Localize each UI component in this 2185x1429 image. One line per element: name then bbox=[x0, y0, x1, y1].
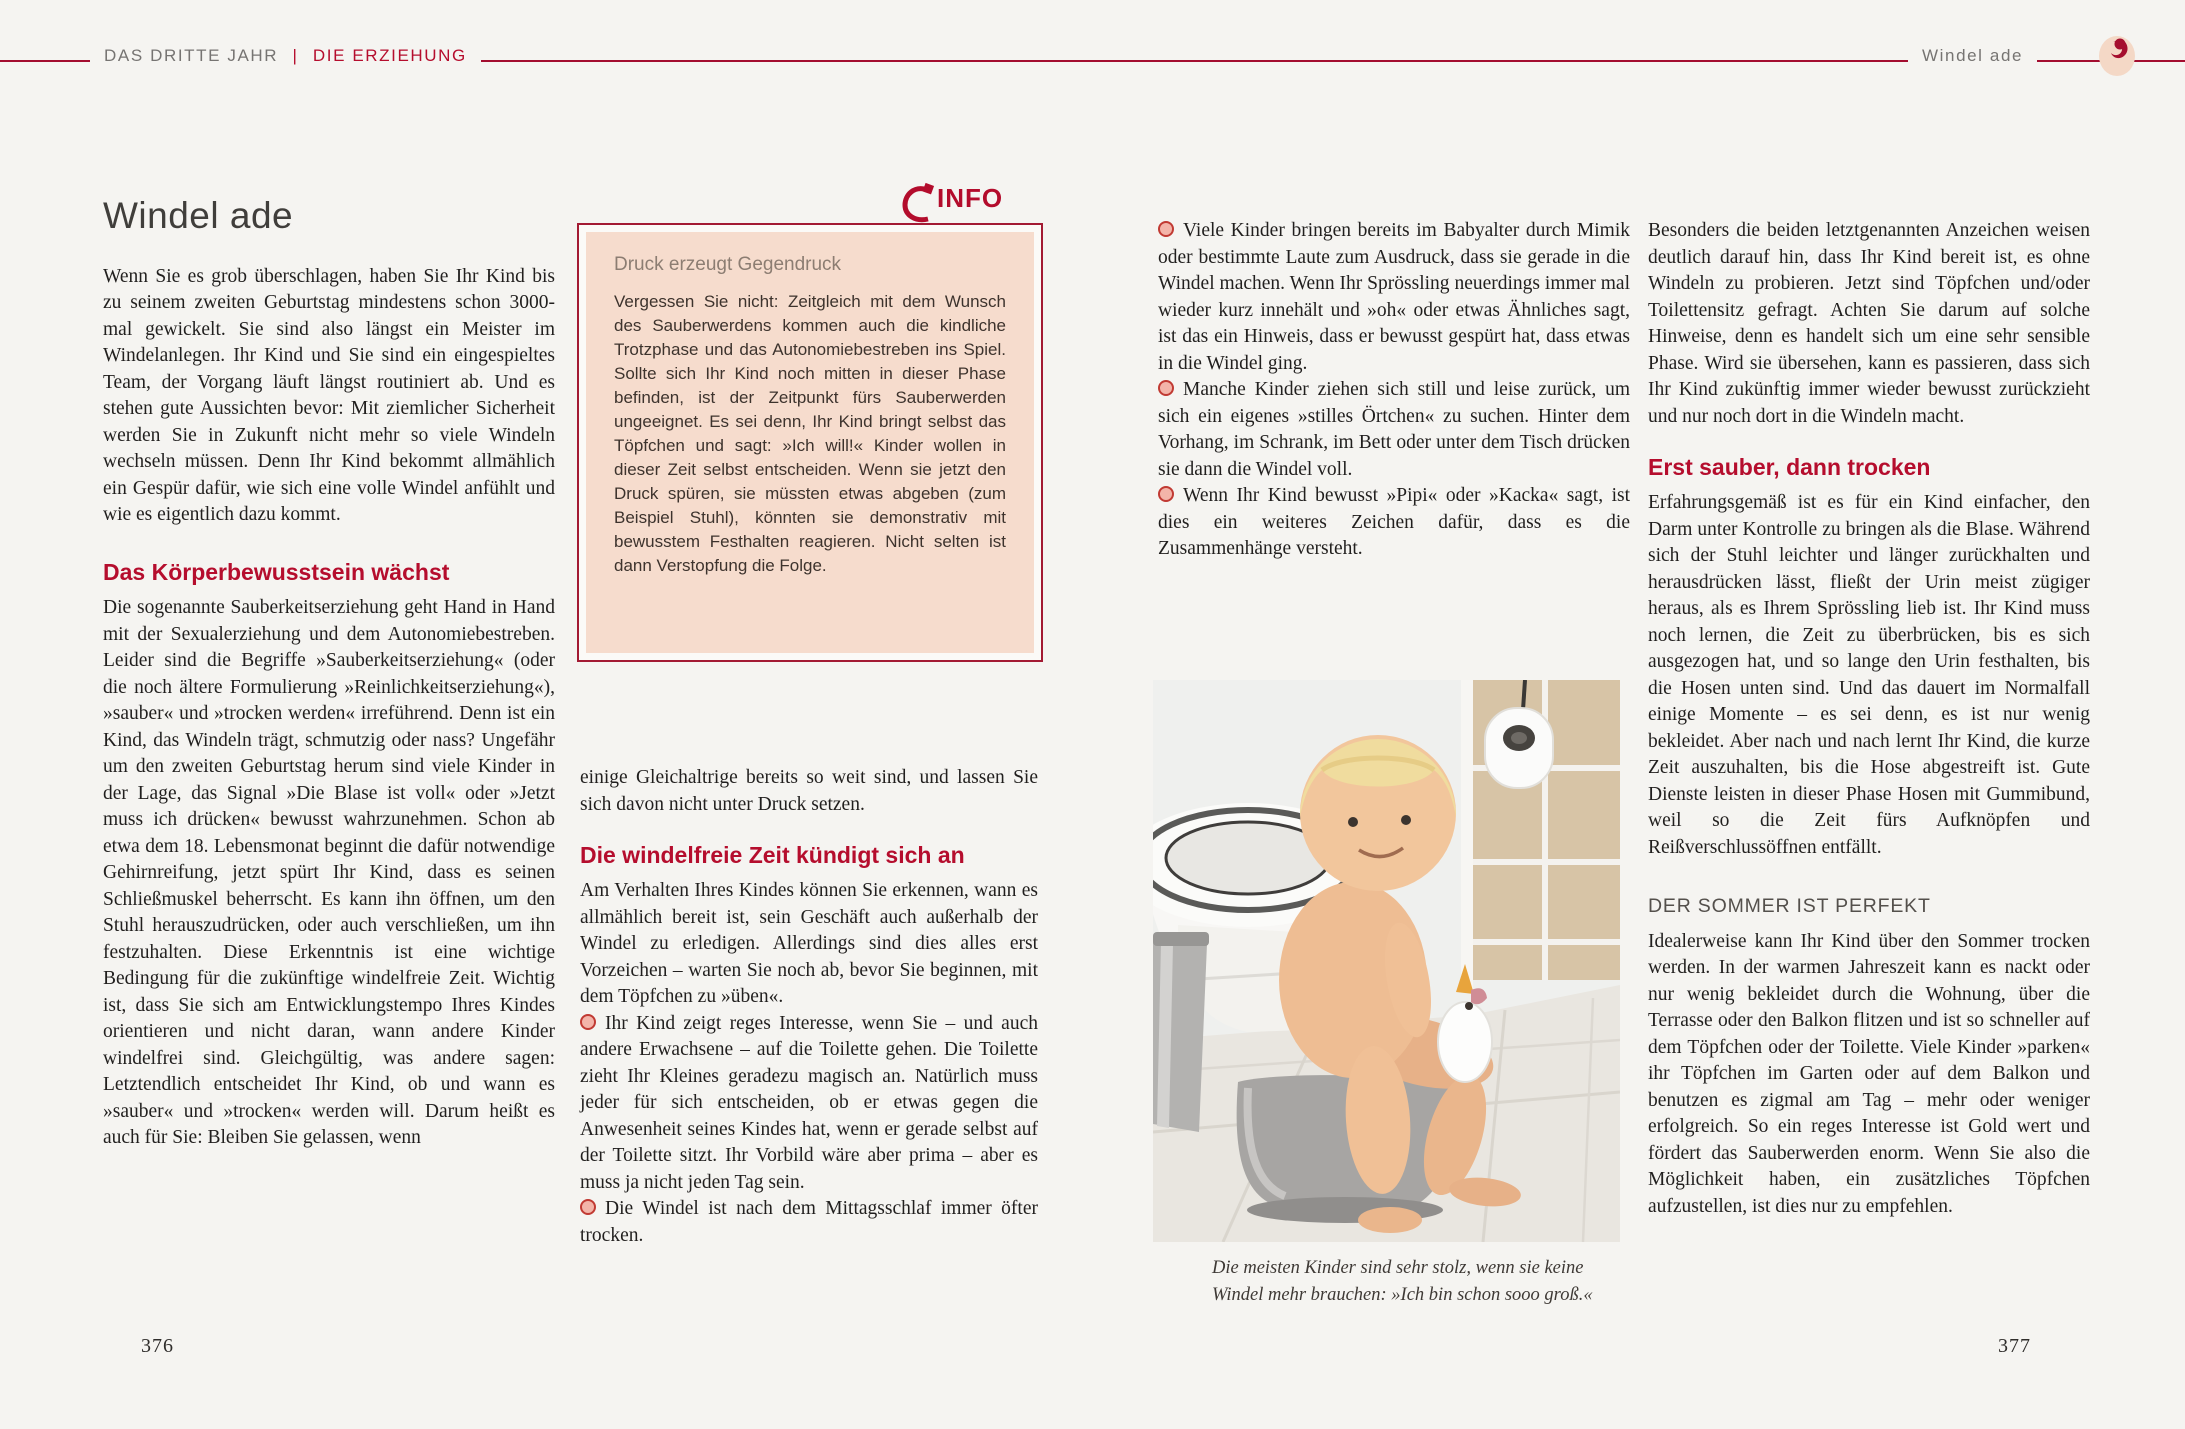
info-box-body: Vergessen Sie nicht: Zeitgleich mit dem Wunsch des Sauberwerdens kommen auch die kindliche Trotzphase und das Autonomiebestreben ins Spiel. Sollte sich Ihr Kind noch mitten in dieser Phase befinden, ist der Zeitpunkt fürs Sauberwerden ungeeignet. Es sei denn, Ihr Kind bringt selbst das Töpfchen und sagt: »Ich will!« Kinder wollen in dieser Zeit selbst entscheiden. Wenn sie jetzt den Druck spüren, sie müssten etwas abgeben (zum Beispiel Stuhl), könnten sie demonstrativ mit bewusstem Festhalten reagieren. Nicht selten ist dann Verstopfung die Folge. bbox=[614, 292, 1006, 575]
list-item-text: Ihr Kind zeigt reges Interesse, wenn Sie – und auch andere Erwachsene – auf die Toilette gehen. Die Toilette zieht Ihr Kleines geradezu magisch an. Natürlich muss jeder für sich entscheiden, ob er etwas gegen die Anwesenheit seines Kindes hat, wenn er gerade selbst auf der Toilette sitzt. Ihr Vorbild wäre aber prima – aber es muss ja nicht jeden Tag sein. bbox=[580, 1012, 1038, 1193]
column-2 bbox=[580, 765, 1038, 1249]
bullet-icon bbox=[580, 1014, 596, 1030]
section-sommer-body: Idealerweise kann Ihr Kind über den Sommer trocken werden. In der warmen Jahreszeit kann es nackt oder nur wenig bekleidet durch die Wohnung, über die Terrasse oder den Balkon flitzen und ist so schneller auf dem Töpfchen oder der Toilette. Viele Kinder »parken« ihr Töpfchen im Garten oder auf dem Balkon und benutzen es zigmal am Tag – mehr oder weniger erfolgreich. So ein reges Interesse ist Gold wert und fördert das Sauberwerden enorm. Wenn Sie also die Möglichkeit haben, ein zusätzliches Töpfchen aufzustellen, ist dies nur zu empfehlen. bbox=[1648, 930, 2090, 1217]
column-4 bbox=[1648, 218, 2090, 1220]
running-head: Windel ade bbox=[1908, 46, 2037, 66]
info-icon bbox=[901, 182, 935, 229]
info-box-title: Druck erzeugt Gegendruck bbox=[614, 254, 842, 275]
continuation-paragraph: einige Gleichaltrige bereits so weit sind, und lassen Sie sich davon nicht unter Druck setzen. bbox=[580, 767, 1038, 815]
info-label-text: INFO bbox=[937, 183, 1004, 213]
intro-paragraph: Wenn Sie es grob überschlagen, haben Sie Ihr Kind bis zu seinem zweiten Geburtstag mindestens schon 3000-mal gewickelt. Sie sind also längst ein Meister im Windelanlegen. Ihr Kind und Sie sind ein eingespieltes Team, der Vorgang läuft längst routiniert ab. Und es stehen gute Aussichten bevor: Mit ziemlicher Sicherheit werden Sie in Zukunft nicht mehr so viele Windeln wechseln müssen. Denn Ihr Kind bekommt allmählich ein Gespür dafür, wie sich eine volle Windel anfühlt und wie es eigentlich dazu kommt. bbox=[103, 265, 555, 526]
section-sauber-body: Erfahrungsgemäß ist es für ein Kind einfacher, den Darm unter Kontrolle zu bringen als die Blase. Während sich der Stuhl leichter und länger zurückhalten und herausdrücken lässt, fließt der Urin meist zügiger heraus, als es Ihrem Sprössling lieb ist. Ihr Kind muss noch lernen, die Zeit zu überbrücken, bis es sich ausgezogen hat, und so lange den Urin festhalten, bis die Hosen unten sind. Und das dauert im Normalfall einige Momente – es sei denn, es ist nur wenig bekleidet. Aber nach und nach lernt Ihr Kind, die kurze Zeit auszuhalten, bis die Hose abgestreift ist. Gute Dienste leisten in dieser Phase Hosen mit Gummibund, weil so die Zeit fürs Aufknöpfen und Reißverschlussöffnen entfällt. bbox=[1648, 492, 2090, 858]
list-item bbox=[1158, 377, 1630, 483]
column-1 bbox=[103, 196, 555, 1152]
info-box bbox=[577, 223, 1043, 662]
article-title: Windel ade bbox=[103, 195, 294, 236]
info-box-inner bbox=[586, 232, 1034, 653]
column-3 bbox=[1158, 218, 1630, 563]
section-windelfrei-body: Am Verhalten Ihres Kindes können Sie erkennen, wann es allmählich bereit ist, sein Geschäft auch außerhalb der Windel zu erledigen. Allerdings sind dies alles erst Vorzeichen – warten Sie noch ab, bevor Sie beginnen, mit dem Töpfchen zu »üben«. bbox=[580, 880, 1038, 1008]
bullet-icon bbox=[1158, 380, 1174, 396]
info-label bbox=[901, 182, 1003, 229]
page-number-right: 377 bbox=[1998, 1335, 2031, 1357]
list-item bbox=[580, 1196, 1038, 1249]
breadcrumb-divider: | bbox=[292, 46, 299, 65]
breadcrumb bbox=[90, 46, 481, 66]
list-item-text: Die Windel ist nach dem Mittagsschlaf immer öfter trocken. bbox=[580, 1198, 1038, 1246]
breadcrumb-section: DIE ERZIEHUNG bbox=[312, 46, 467, 65]
list-item-text: Manche Kinder ziehen sich still und leise zurück, um sich ein eigenes »stilles Örtchen« zu suchen. Hinter dem Vorhang, im Schrank, im Bett oder unter dem Tisch drücken sie dann die Windel voll. bbox=[1158, 379, 1630, 480]
right-intro-paragraph: Besonders die beiden letztgenannten Anzeichen weisen deutlich darauf hin, dass Ihr Kind bereit ist, es ohne Windeln zu probieren. Jetzt sind Töpfchen und/oder Toilettensitz gefragt. Achten Sie darum auf solche Hinweise, denn es handelt sich um eine sehr sensible Phase. Wird sie übersehen, kann es passieren, dass sich Ihr Kind zukünftig immer wieder bewusst zurückzieht und nur noch dort in die Windeln macht. bbox=[1648, 220, 2090, 427]
photo-caption: Die meisten Kinder sind sehr stolz, wenn sie keine Windel mehr brauchen: »Ich bin schon sooo groß.« bbox=[1212, 1258, 1593, 1305]
list-item-text: Wenn Ihr Kind bewusst »Pipi« oder »Kacka« sagt, ist dies ein weiteres Zeichen dafür, dass es die Zusammenhänge versteht. bbox=[1158, 485, 1630, 559]
photo-child-on-potty bbox=[1153, 680, 1620, 1242]
section-heading-windelfreie-zeit: Die windelfreie Zeit kündigt sich an bbox=[580, 842, 965, 868]
section-heading-koerperbewusstsein: Das Körperbewusstsein wächst bbox=[103, 558, 450, 585]
list-item bbox=[1158, 218, 1630, 377]
section-koerper-body: Die sogenannte Sauberkeitserziehung geht Hand in Hand mit der Sexualerziehung und dem Autonomiebestreben. Leider sind die Begriffe »Sauberkeitserziehung« (oder die noch ältere Formulierung »Reinlichkeitserziehung«), »sauber« und »trocken werden« irreführend. Denn ist ein Kind, das Windeln trägt, schmutzig oder nass? Ungefähr um den zweiten Geburtstag herum sind viele Kinder in der Lage, das Signal »Die Blase ist voll« oder »Jetzt muss ich drücken« bewusst wahrzunehmen. Schon ab etwa dem 18. Lebensmonat beginnt die dafür notwendige Gehirnreifung, jetzt spürt Ihr Kind, dass es seinen Schließmuskel beherrscht. Es kann ihn öffnen, um den Stuhl herauszudrücken, oder auch verschließen, um ihn festzuhalten. Diese Erkenntnis ist eine wichtige Bedingung für die zukünftige windelfreie Zeit. Wichtig ist, dass Sie sich am Entwicklungstempo Ihres Kindes orientieren und nicht daran, wann andere Kinder windelfrei sind. Gleichgültig, was andere sagen: Letztendlich entscheidet Ihr Kind, ob und wann es »sauber« und »trocken« werden will. Darum heißt es auch für Sie: Bleiben Sie gelassen, wenn bbox=[103, 597, 555, 1149]
chapter-swirl-icon bbox=[2096, 32, 2138, 78]
bullet-icon bbox=[1158, 221, 1174, 237]
section-heading-erst-sauber: Erst sauber, dann trocken bbox=[1648, 454, 1931, 480]
list-item-text: Viele Kinder bringen bereits im Babyalter durch Mimik oder bestimmte Laute zum Ausdruck, dass sie gerade in die Windel machen. Wenn Ihr Sprössling neuerdings immer mal wieder kurz innehält und »oh« oder etwas Ähnliches sagt, ist das ein Hinweis, dass er bewusst gespürt hat, dass etwas in die Windel ging. bbox=[1158, 220, 1630, 374]
bullet-icon bbox=[1158, 486, 1174, 502]
list-item bbox=[1158, 483, 1630, 563]
page-number-left: 376 bbox=[141, 1335, 174, 1357]
list-item bbox=[580, 1011, 1038, 1197]
bullet-icon bbox=[580, 1199, 596, 1215]
subsection-heading-sommer: DER SOMMER IST PERFEKT bbox=[1648, 895, 1931, 918]
breadcrumb-chapter: DAS DRITTE JAHR bbox=[104, 46, 279, 65]
